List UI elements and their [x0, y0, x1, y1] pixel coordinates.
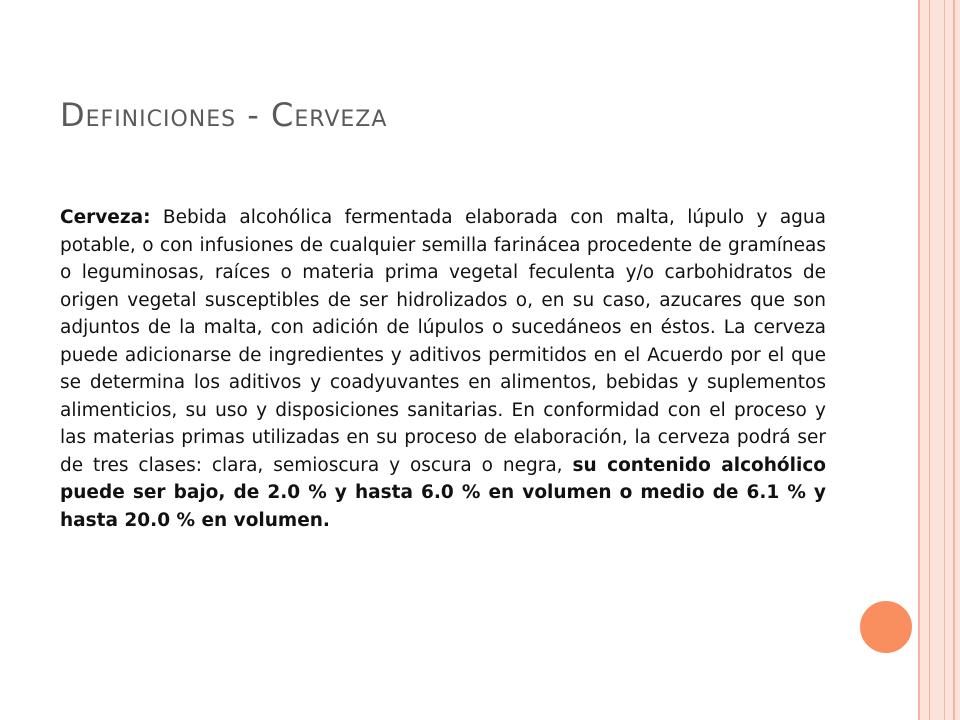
decorative-circle	[857, 598, 915, 656]
slide-title: Definiciones - Cerveza	[60, 96, 388, 134]
definition-text: Bebida alcohólica fermentada elaborada con malta, lúpulo y agua potable, o con infusiones de cualquier semilla farinácea procedente de gramíneas o leguminosas, raíces o materia prima vegetal feculenta y/o carbohidratos de origen vegetal susceptibles de ser hidrolizados o, en su caso, azucares que son adjuntos de la malta, con adición de lúpulos o sucedáneos en éstos. La cerveza puede adicionarse de ingredientes y aditivos permitidos en el Acuerdo por el que se determina los aditivos y coadyuvantes en alimentos, bebidas y suplementos alimenticios, su uso y disposiciones sanitarias. En conformidad con el proceso y las materias primas utilizadas en su proceso de elaboración, la cerveza podrá ser de tres clases: clara, semioscura y oscura o negra,	[60, 207, 826, 476]
band-line	[944, 0, 945, 720]
band-line	[918, 0, 920, 720]
band-line	[929, 0, 930, 720]
definition-term: Cerveza:	[60, 207, 151, 228]
definition-highlight: su contenido alcohólico puede ser bajo, de 2.0 % y hasta 6.0 % en volumen o medio de 6.1 % y hasta 20.0 % en volumen.	[60, 454, 827, 531]
definition-paragraph	[60, 204, 826, 534]
band-line	[953, 0, 955, 720]
